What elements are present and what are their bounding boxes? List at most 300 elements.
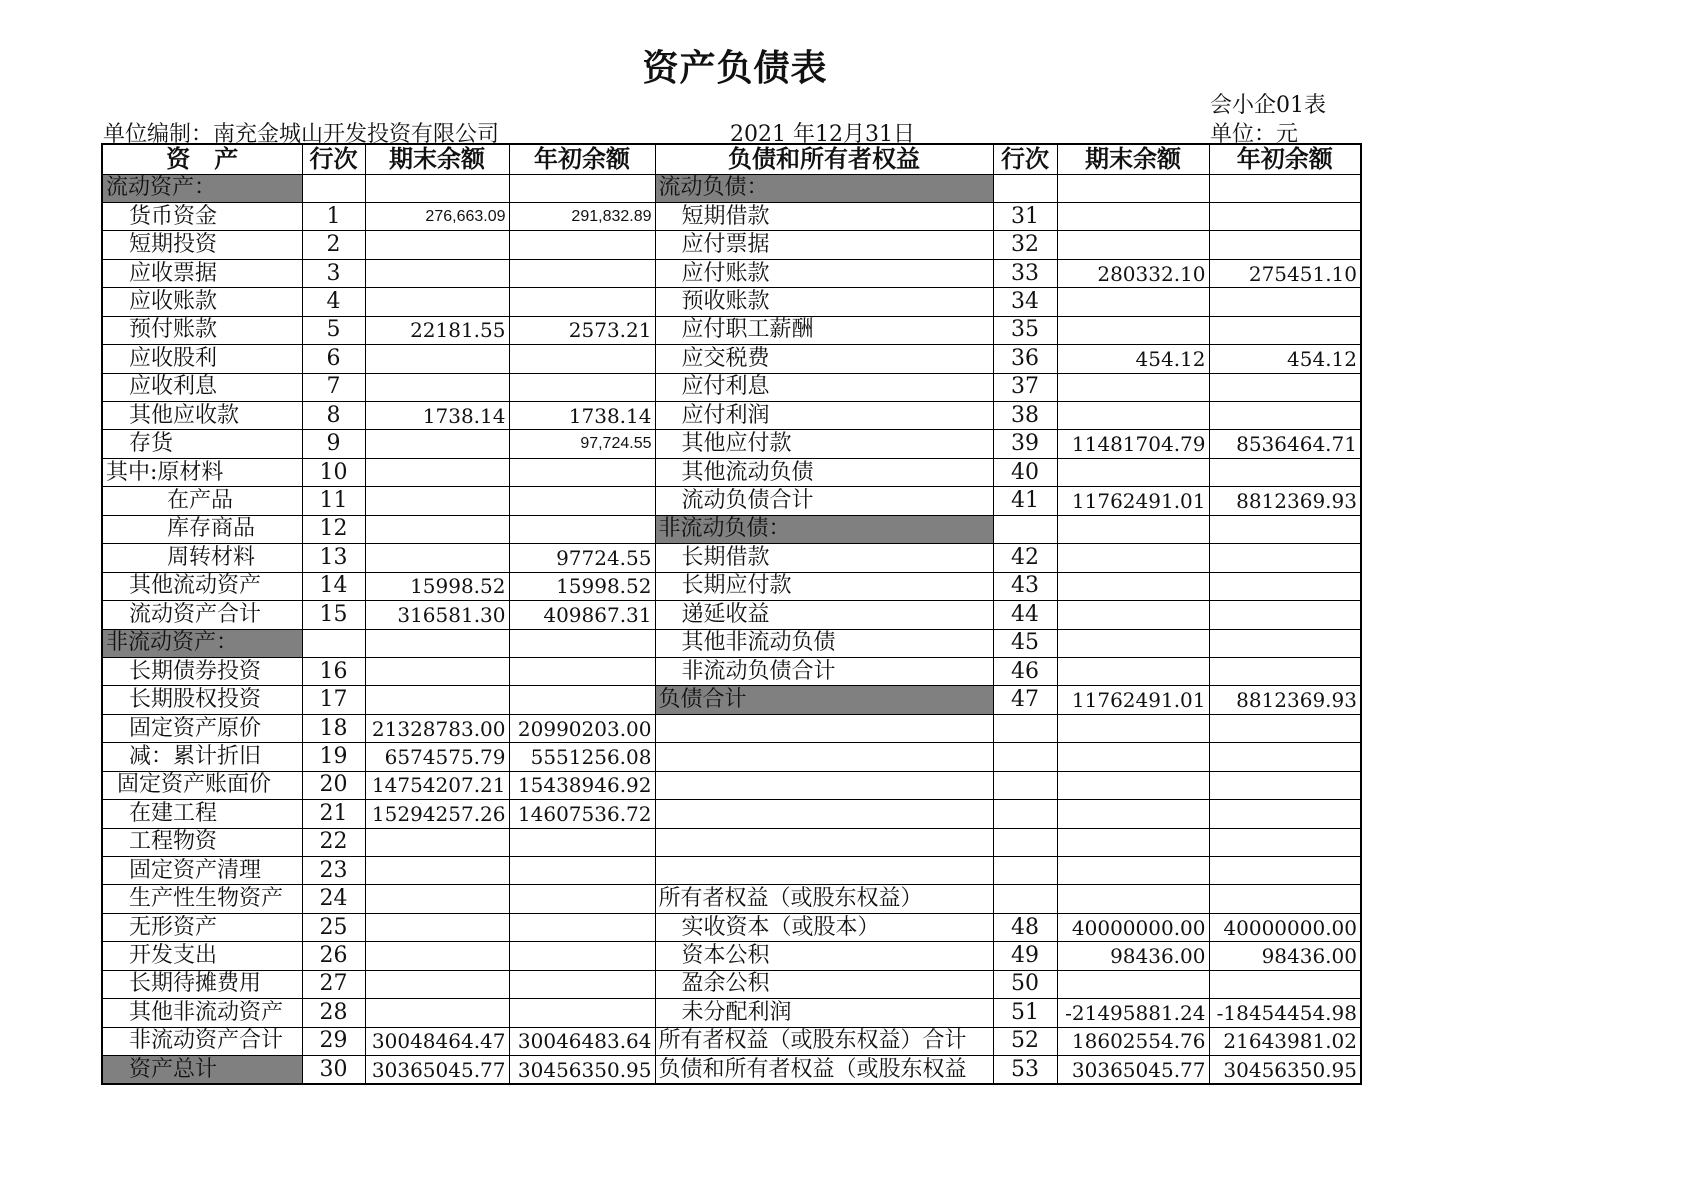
asset-item-label: 在产品 — [102, 487, 302, 515]
table-row — [102, 288, 1361, 316]
liability-line-no: 45 — [993, 629, 1057, 657]
liability-item-label: 所有者权益（或股东权益） — [655, 885, 993, 913]
asset-opening-balance — [509, 857, 655, 885]
liability-opening-balance — [1209, 231, 1361, 259]
liability-line-no: 47 — [993, 686, 1057, 714]
liability-line-no: 42 — [993, 544, 1057, 572]
liability-item-label: 资本公积 — [655, 942, 993, 970]
asset-line-no — [302, 174, 365, 202]
liability-line-no — [993, 857, 1057, 885]
asset-item-label: 其中:原材料 — [102, 458, 302, 486]
liability-item-label: 短期借款 — [655, 202, 993, 230]
asset-item-label: 固定资产账面价 — [102, 771, 302, 799]
asset-line-no: 3 — [302, 259, 365, 287]
asset-opening-balance — [509, 828, 655, 856]
asset-opening-balance: 409867.31 — [509, 601, 655, 629]
table-row — [102, 857, 1361, 885]
asset-line-no: 20 — [302, 771, 365, 799]
liability-line-no: 33 — [993, 259, 1057, 287]
asset-opening-balance: 5551256.08 — [509, 743, 655, 771]
asset-item-label: 开发支出 — [102, 942, 302, 970]
table-row — [102, 885, 1361, 913]
liability-line-no: 31 — [993, 202, 1057, 230]
liability-ending-balance — [1057, 657, 1209, 685]
liability-line-no — [993, 515, 1057, 543]
liability-opening-balance — [1209, 714, 1361, 742]
asset-line-no: 16 — [302, 657, 365, 685]
asset-opening-balance: 1738.14 — [509, 402, 655, 430]
asset-ending-balance — [365, 544, 509, 572]
asset-line-no: 9 — [302, 430, 365, 458]
asset-item-label: 其他应收款 — [102, 402, 302, 430]
liability-opening-balance — [1209, 402, 1361, 430]
liability-line-no — [993, 174, 1057, 202]
table-row — [102, 402, 1361, 430]
liability-ending-balance: 454.12 — [1057, 345, 1209, 373]
asset-line-no: 27 — [302, 970, 365, 998]
asset-ending-balance — [365, 913, 509, 941]
asset-opening-balance — [509, 458, 655, 486]
liability-opening-balance — [1209, 544, 1361, 572]
liability-opening-balance — [1209, 572, 1361, 600]
asset-opening-balance: 15998.52 — [509, 572, 655, 600]
liability-ending-balance — [1057, 885, 1209, 913]
liability-ending-balance — [1057, 828, 1209, 856]
asset-item-label: 减：累计折旧 — [102, 743, 302, 771]
asset-opening-balance: 2573.21 — [509, 316, 655, 344]
asset-line-no: 15 — [302, 601, 365, 629]
liability-item-label: 预收账款 — [655, 288, 993, 316]
currency-unit: 单位：元 — [1210, 122, 1299, 147]
liability-ending-balance — [1057, 174, 1209, 202]
asset-opening-balance — [509, 259, 655, 287]
liability-item-label: 其他流动负债 — [655, 458, 993, 486]
liability-item-label: 其他应付款 — [655, 430, 993, 458]
header-line-no: 行次 — [993, 144, 1057, 174]
liability-item-label: 未分配利润 — [655, 999, 993, 1027]
liability-line-no — [993, 828, 1057, 856]
asset-opening-balance: 15438946.92 — [509, 771, 655, 799]
liability-opening-balance — [1209, 288, 1361, 316]
liability-ending-balance — [1057, 373, 1209, 401]
asset-line-no: 6 — [302, 345, 365, 373]
liability-opening-balance — [1209, 373, 1361, 401]
liability-item-label: 其他非流动负债 — [655, 629, 993, 657]
table-row — [102, 800, 1361, 828]
liability-line-no: 35 — [993, 316, 1057, 344]
asset-item-label: 应收股利 — [102, 345, 302, 373]
asset-item-label: 应收账款 — [102, 288, 302, 316]
asset-line-no: 2 — [302, 231, 365, 259]
liability-line-no — [993, 800, 1057, 828]
liability-line-no: 43 — [993, 572, 1057, 600]
liability-opening-balance — [1209, 458, 1361, 486]
asset-line-no: 28 — [302, 999, 365, 1027]
table-row — [102, 430, 1361, 458]
liability-line-no: 40 — [993, 458, 1057, 486]
liability-line-no: 51 — [993, 999, 1057, 1027]
liability-opening-balance — [1209, 629, 1361, 657]
liability-item-label — [655, 771, 993, 799]
liability-opening-balance — [1209, 828, 1361, 856]
liability-ending-balance: 30365045.77 — [1057, 1056, 1209, 1084]
liability-opening-balance — [1209, 174, 1361, 202]
asset-opening-balance — [509, 657, 655, 685]
header-line-no: 行次 — [302, 144, 365, 174]
asset-opening-balance — [509, 999, 655, 1027]
asset-item-label: 存货 — [102, 430, 302, 458]
header-ending-balance: 期末余额 — [1057, 144, 1209, 174]
liability-opening-balance — [1209, 800, 1361, 828]
asset-item-label: 工程物资 — [102, 828, 302, 856]
liability-item-label: 负债合计 — [655, 686, 993, 714]
liability-item-label: 流动负债： — [655, 174, 993, 202]
report-title: 资产负债表 — [642, 48, 828, 89]
liability-ending-balance: 11762491.01 — [1057, 686, 1209, 714]
liability-ending-balance — [1057, 202, 1209, 230]
liability-item-label — [655, 828, 993, 856]
asset-ending-balance — [365, 174, 509, 202]
liability-line-no: 39 — [993, 430, 1057, 458]
asset-opening-balance — [509, 231, 655, 259]
asset-line-no: 17 — [302, 686, 365, 714]
liability-line-no — [993, 743, 1057, 771]
asset-line-no: 21 — [302, 800, 365, 828]
asset-ending-balance: 316581.30 — [365, 601, 509, 629]
asset-item-label: 其他非流动资产 — [102, 999, 302, 1027]
table-row — [102, 913, 1361, 941]
liability-opening-balance — [1209, 515, 1361, 543]
asset-opening-balance: 20990203.00 — [509, 714, 655, 742]
table-row — [102, 231, 1361, 259]
liability-ending-balance — [1057, 231, 1209, 259]
liability-item-label: 应付账款 — [655, 259, 993, 287]
table-row — [102, 942, 1361, 970]
asset-ending-balance — [365, 515, 509, 543]
asset-ending-balance: 6574575.79 — [365, 743, 509, 771]
liability-item-label — [655, 714, 993, 742]
liability-ending-balance — [1057, 572, 1209, 600]
asset-ending-balance — [365, 345, 509, 373]
asset-ending-balance: 276,663.09 — [365, 202, 509, 230]
table-row — [102, 828, 1361, 856]
asset-ending-balance — [365, 885, 509, 913]
liability-opening-balance: 8536464.71 — [1209, 430, 1361, 458]
header-row — [102, 144, 1361, 174]
header-liabilities-equity: 负债和所有者权益 — [655, 144, 993, 174]
report-date: 2021 年12月31日 — [730, 122, 915, 147]
asset-line-no: 18 — [302, 714, 365, 742]
liability-item-label: 应付职工薪酬 — [655, 316, 993, 344]
asset-item-label: 长期股权投资 — [102, 686, 302, 714]
liability-line-no: 41 — [993, 487, 1057, 515]
asset-ending-balance — [365, 231, 509, 259]
asset-item-label: 预付账款 — [102, 316, 302, 344]
asset-item-label: 非流动资产合计 — [102, 1027, 302, 1055]
header-ending-balance: 期末余额 — [365, 144, 509, 174]
asset-line-no: 1 — [302, 202, 365, 230]
liability-ending-balance — [1057, 970, 1209, 998]
liability-ending-balance — [1057, 601, 1209, 629]
liability-ending-balance: 11762491.01 — [1057, 487, 1209, 515]
asset-opening-balance: 97724.55 — [509, 544, 655, 572]
asset-ending-balance — [365, 458, 509, 486]
liability-line-no: 38 — [993, 402, 1057, 430]
asset-ending-balance — [365, 686, 509, 714]
table-row — [102, 686, 1361, 714]
asset-opening-balance — [509, 885, 655, 913]
asset-opening-balance — [509, 942, 655, 970]
liability-item-label — [655, 743, 993, 771]
liability-opening-balance — [1209, 885, 1361, 913]
liability-ending-balance — [1057, 544, 1209, 572]
balance-sheet-table — [101, 143, 1362, 1085]
asset-ending-balance — [365, 259, 509, 287]
asset-item-label: 长期债券投资 — [102, 657, 302, 685]
asset-ending-balance — [365, 288, 509, 316]
asset-opening-balance — [509, 487, 655, 515]
liability-ending-balance — [1057, 316, 1209, 344]
table-row — [102, 316, 1361, 344]
asset-opening-balance — [509, 345, 655, 373]
asset-ending-balance — [365, 857, 509, 885]
liability-line-no: 50 — [993, 970, 1057, 998]
table-row — [102, 572, 1361, 600]
liability-line-no — [993, 714, 1057, 742]
liability-opening-balance: 40000000.00 — [1209, 913, 1361, 941]
liability-opening-balance: 8812369.93 — [1209, 487, 1361, 515]
asset-opening-balance — [509, 970, 655, 998]
liability-opening-balance — [1209, 771, 1361, 799]
liability-ending-balance — [1057, 629, 1209, 657]
liability-item-label: 盈余公积 — [655, 970, 993, 998]
table-row — [102, 714, 1361, 742]
asset-ending-balance: 1738.14 — [365, 402, 509, 430]
asset-item-label: 应收利息 — [102, 373, 302, 401]
asset-item-label: 长期待摊费用 — [102, 970, 302, 998]
asset-opening-balance: 291,832.89 — [509, 202, 655, 230]
liability-ending-balance — [1057, 288, 1209, 316]
asset-ending-balance: 30365045.77 — [365, 1056, 509, 1084]
asset-item-label: 无形资产 — [102, 913, 302, 941]
liability-opening-balance: 454.12 — [1209, 345, 1361, 373]
liability-item-label: 长期应付款 — [655, 572, 993, 600]
header-assets: 资 产 — [102, 144, 302, 174]
asset-ending-balance — [365, 373, 509, 401]
liability-ending-balance — [1057, 771, 1209, 799]
table-row — [102, 970, 1361, 998]
liability-item-label — [655, 800, 993, 828]
liability-item-label: 应付利息 — [655, 373, 993, 401]
liability-opening-balance: 98436.00 — [1209, 942, 1361, 970]
asset-item-label: 生产性生物资产 — [102, 885, 302, 913]
asset-opening-balance — [509, 174, 655, 202]
liability-ending-balance — [1057, 857, 1209, 885]
asset-line-no: 30 — [302, 1056, 365, 1084]
liability-ending-balance: -21495881.24 — [1057, 999, 1209, 1027]
liability-line-no: 48 — [993, 913, 1057, 941]
liability-opening-balance — [1209, 316, 1361, 344]
table-row — [102, 999, 1361, 1027]
asset-item-label: 流动资产： — [102, 174, 302, 202]
liability-ending-balance — [1057, 458, 1209, 486]
asset-item-label: 固定资产原价 — [102, 714, 302, 742]
asset-ending-balance — [365, 999, 509, 1027]
liability-opening-balance: 8812369.93 — [1209, 686, 1361, 714]
table-row — [102, 544, 1361, 572]
liability-ending-balance — [1057, 402, 1209, 430]
liability-item-label: 负债和所有者权益（或股东权益 — [655, 1056, 993, 1084]
header-opening-balance: 年初余额 — [509, 144, 655, 174]
asset-opening-balance — [509, 515, 655, 543]
table-row — [102, 601, 1361, 629]
asset-opening-balance — [509, 288, 655, 316]
asset-line-no: 12 — [302, 515, 365, 543]
liability-item-label: 实收资本（或股本） — [655, 913, 993, 941]
header-opening-balance: 年初余额 — [1209, 144, 1361, 174]
asset-line-no: 26 — [302, 942, 365, 970]
liability-ending-balance: 11481704.79 — [1057, 430, 1209, 458]
liability-ending-balance: 280332.10 — [1057, 259, 1209, 287]
asset-line-no: 24 — [302, 885, 365, 913]
asset-line-no: 19 — [302, 743, 365, 771]
table-row — [102, 345, 1361, 373]
liability-opening-balance — [1209, 743, 1361, 771]
asset-item-label: 货币资金 — [102, 202, 302, 230]
liability-item-label: 流动负债合计 — [655, 487, 993, 515]
asset-line-no: 22 — [302, 828, 365, 856]
liability-line-no: 37 — [993, 373, 1057, 401]
asset-ending-balance: 21328783.00 — [365, 714, 509, 742]
table-row — [102, 629, 1361, 657]
asset-line-no: 7 — [302, 373, 365, 401]
table-row — [102, 458, 1361, 486]
asset-item-label: 固定资产清理 — [102, 857, 302, 885]
asset-opening-balance — [509, 373, 655, 401]
asset-line-no: 29 — [302, 1027, 365, 1055]
asset-item-label: 周转材料 — [102, 544, 302, 572]
liability-line-no — [993, 885, 1057, 913]
asset-line-no: 5 — [302, 316, 365, 344]
liability-item-label: 应付利润 — [655, 402, 993, 430]
asset-item-label: 流动资产合计 — [102, 601, 302, 629]
liability-opening-balance — [1209, 601, 1361, 629]
table-row — [102, 373, 1361, 401]
asset-item-label: 在建工程 — [102, 800, 302, 828]
table-row — [102, 743, 1361, 771]
asset-line-no: 25 — [302, 913, 365, 941]
table-row — [102, 487, 1361, 515]
liability-opening-balance — [1209, 857, 1361, 885]
asset-line-no: 11 — [302, 487, 365, 515]
liability-item-label: 非流动负债： — [655, 515, 993, 543]
asset-opening-balance: 30456350.95 — [509, 1056, 655, 1084]
asset-opening-balance: 30046483.64 — [509, 1027, 655, 1055]
liability-ending-balance — [1057, 714, 1209, 742]
asset-opening-balance — [509, 913, 655, 941]
liability-item-label: 递延收益 — [655, 601, 993, 629]
asset-opening-balance — [509, 686, 655, 714]
asset-line-no: 14 — [302, 572, 365, 600]
liability-line-no: 32 — [993, 231, 1057, 259]
liability-line-no: 44 — [993, 601, 1057, 629]
liability-opening-balance — [1209, 202, 1361, 230]
asset-ending-balance: 30048464.47 — [365, 1027, 509, 1055]
liability-ending-balance: 18602554.76 — [1057, 1027, 1209, 1055]
liability-line-no — [993, 771, 1057, 799]
asset-item-label: 资产总计 — [102, 1056, 302, 1084]
asset-item-label: 非流动资产： — [102, 629, 302, 657]
asset-ending-balance: 15998.52 — [365, 572, 509, 600]
table-row — [102, 657, 1361, 685]
asset-item-label: 其他流动资产 — [102, 572, 302, 600]
liability-item-label: 非流动负债合计 — [655, 657, 993, 685]
asset-line-no: 23 — [302, 857, 365, 885]
liability-line-no: 36 — [993, 345, 1057, 373]
table-row — [102, 202, 1361, 230]
asset-ending-balance — [365, 430, 509, 458]
liability-ending-balance: 40000000.00 — [1057, 913, 1209, 941]
liability-opening-balance — [1209, 970, 1361, 998]
asset-ending-balance — [365, 828, 509, 856]
asset-opening-balance — [509, 629, 655, 657]
liability-item-label: 应交税费 — [655, 345, 993, 373]
liability-line-no: 46 — [993, 657, 1057, 685]
asset-line-no: 10 — [302, 458, 365, 486]
liability-opening-balance: 30456350.95 — [1209, 1056, 1361, 1084]
table-row — [102, 1056, 1361, 1084]
asset-opening-balance: 97,724.55 — [509, 430, 655, 458]
liability-line-no: 53 — [993, 1056, 1057, 1084]
asset-item-label: 库存商品 — [102, 515, 302, 543]
liability-opening-balance: 21643981.02 — [1209, 1027, 1361, 1055]
table-row — [102, 515, 1361, 543]
asset-line-no: 13 — [302, 544, 365, 572]
asset-item-label: 短期投资 — [102, 231, 302, 259]
asset-item-label: 应收票据 — [102, 259, 302, 287]
asset-line-no: 4 — [302, 288, 365, 316]
liability-item-label: 长期借款 — [655, 544, 993, 572]
table-row — [102, 1027, 1361, 1055]
liability-opening-balance — [1209, 657, 1361, 685]
liability-ending-balance — [1057, 743, 1209, 771]
asset-line-no — [302, 629, 365, 657]
form-code: 会小企01表 — [1210, 93, 1326, 118]
asset-ending-balance — [365, 657, 509, 685]
liability-item-label — [655, 857, 993, 885]
liability-line-no: 52 — [993, 1027, 1057, 1055]
liability-item-label: 所有者权益（或股东权益）合计 — [655, 1027, 993, 1055]
liability-ending-balance — [1057, 800, 1209, 828]
asset-ending-balance — [365, 629, 509, 657]
asset-ending-balance: 14754207.21 — [365, 771, 509, 799]
liability-ending-balance: 98436.00 — [1057, 942, 1209, 970]
table-row — [102, 771, 1361, 799]
asset-ending-balance — [365, 487, 509, 515]
asset-ending-balance: 15294257.26 — [365, 800, 509, 828]
liability-line-no: 49 — [993, 942, 1057, 970]
reporting-entity: 单位编制：南充金城山开发投资有限公司 — [103, 122, 500, 147]
liability-opening-balance: -18454454.98 — [1209, 999, 1361, 1027]
liability-line-no: 34 — [993, 288, 1057, 316]
liability-opening-balance: 275451.10 — [1209, 259, 1361, 287]
asset-ending-balance: 22181.55 — [365, 316, 509, 344]
asset-ending-balance — [365, 970, 509, 998]
asset-ending-balance — [365, 942, 509, 970]
asset-line-no: 8 — [302, 402, 365, 430]
table-row — [102, 259, 1361, 287]
liability-ending-balance — [1057, 515, 1209, 543]
